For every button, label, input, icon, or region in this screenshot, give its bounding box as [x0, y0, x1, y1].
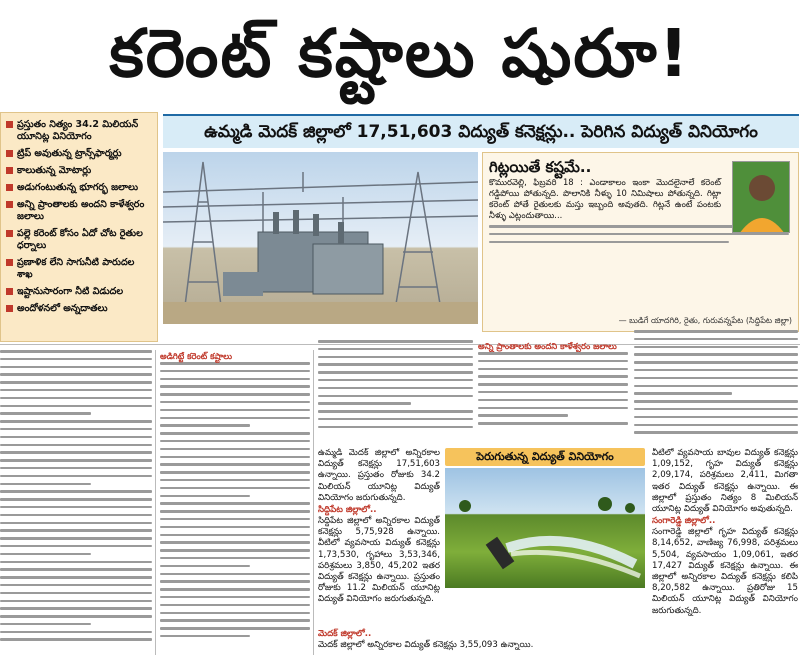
- bullet-icon: [6, 201, 13, 208]
- text-line: [0, 412, 91, 415]
- text-line: [318, 395, 473, 398]
- text-line: [160, 541, 310, 544]
- text-line: [0, 529, 152, 532]
- text-line: [478, 352, 628, 355]
- text-line: [0, 436, 152, 439]
- text-line: [634, 353, 798, 356]
- text-line: [160, 432, 310, 435]
- sidebar-point: [5, 228, 153, 252]
- quote-title: గిట్లయితే కష్టమే..: [489, 158, 592, 176]
- text-line: [0, 615, 152, 618]
- text-line: [160, 378, 310, 381]
- text-line: [0, 381, 152, 384]
- text-line: [160, 534, 310, 537]
- sidebar-point-text: అందోళనలో అన్నదాతలు: [17, 303, 108, 314]
- sidebar-point: [5, 303, 153, 315]
- text-line: [0, 389, 152, 392]
- bullet-icon: [6, 150, 13, 157]
- text-line: [160, 456, 310, 459]
- text-line: [160, 612, 310, 615]
- stats-sangareddy: సంగారెడ్డి జిల్లాలో గృహ విద్యుత్ కనెక్షన్లు 8,14,652, వాణిజ్య 76,998, పరిశ్రమలు 5,504, వ్యవసాయం 1,09,061, ఇతర 17,427 విద్యుత్ కనెక్షన్లు ఉన్నాయి. ఈ జిల్లాలో అన్నిరకాల విద్యుత్ కనెక్షన్లు కలిపి 8,20,582 ఉన్నాయి. ప్రతిరోజు 15 మిలియన్ యూనిట్ల విద్యుత్ వినియోగం జరుగుతున్నది.: [652, 527, 798, 616]
- text-line: [0, 545, 152, 548]
- sidebar-point: [5, 119, 153, 143]
- farmer-portrait: [732, 161, 790, 233]
- text-line: [160, 565, 250, 568]
- text-line: [160, 463, 310, 466]
- text-line: [160, 495, 250, 498]
- text-line: [478, 383, 628, 386]
- text-line: [318, 418, 473, 421]
- subhead-banner: ఉమ్మడి మెదక్ జిల్లాలో 17,51,603 విద్యుత్ కనెక్షన్లు.. పెరిగిన విద్యుత్ వినియోగం: [163, 114, 799, 148]
- text-line: [634, 408, 798, 411]
- text-line: [634, 431, 798, 434]
- medak-heading: మెదక్ జిల్లాలో..: [318, 629, 372, 639]
- text-line: [318, 379, 473, 382]
- text-line: [160, 479, 310, 482]
- text-line: [0, 592, 152, 595]
- text-line: [160, 424, 250, 427]
- text-line: [318, 363, 473, 366]
- text-line: [318, 426, 473, 429]
- text-line: [0, 506, 152, 509]
- stats-combined-medak: ఉమ్మడి మెదక్ జిల్లాలో అన్నిరకాల విద్యుత్ కనెక్షన్లు 17,51,603 ఉన్నాయి. ప్రస్తుతం రోజుకు 34.2 మిలియన్ యూనిట్ల విద్యుత్ వినియోగం జరుగుతున్నది.: [318, 448, 440, 503]
- text-line: [478, 407, 628, 410]
- text-line: [478, 399, 628, 402]
- body-column-3: [318, 340, 473, 440]
- text-line: [478, 414, 568, 417]
- body-column-5: [634, 330, 798, 442]
- text-line: [0, 350, 152, 353]
- text-line: [0, 475, 152, 478]
- text-line: [160, 557, 310, 560]
- text-line: [634, 330, 798, 333]
- text-line: [318, 410, 473, 413]
- graphic-banner: పెరుగుతున్న విద్యుత్ వినియోగం: [445, 448, 645, 466]
- bullet-icon: [6, 167, 13, 174]
- text-line: [160, 588, 310, 591]
- text-line: [0, 576, 152, 579]
- text-line: [634, 392, 732, 395]
- sidebar-point-text: అడుగంటుతున్న భూగర్భ జలాలు: [17, 182, 138, 193]
- text-line: [634, 346, 798, 349]
- body-column-2: [160, 350, 310, 655]
- text-line: [160, 549, 310, 552]
- text-line: [160, 471, 310, 474]
- text-line: [160, 604, 310, 607]
- text-line: [0, 459, 152, 462]
- stats-medak: మెదక్ జిల్లాలో అన్నిరకాల విద్యుత్ కనెక్షన్లు 3,55,093 ఉన్నాయి.: [318, 640, 534, 650]
- text-line: [160, 417, 310, 420]
- bullet-icon: [6, 305, 13, 312]
- sangareddy-heading: సంగారెడ్డి జిల్లాలో..: [652, 516, 716, 527]
- text-line: [0, 537, 152, 540]
- text-line: [160, 401, 310, 404]
- text-line: [160, 518, 310, 521]
- col4-subheading: అన్ని ప్రాంతాలకు అందని కాళేశ్వరం జలాలు: [478, 341, 617, 351]
- stats-siddipet: సిద్దిపేట జిల్లాలో అన్నిరకాల విద్యుత్ కనెక్షన్లు 5,75,928 ఉన్నాయి. వీటిలో వ్యవసాయ విద్యుత్ కనెక్షన్లు 1,73,530, గృహాలు 3,53,346, పరిశ్రమలు 3,850, 45,202 ఇతర విద్యుత్ కనెక్షన్లు ఉన్నాయి. ప్రస్తుతం రోజుకు 11.2 మిలియన్ యూనిట్ల విద్యుత్ వినియోగం జరుగుతున్నది.: [318, 516, 440, 605]
- body-column-4: [478, 340, 628, 440]
- sidebar-point: [5, 257, 153, 281]
- sidebar-point-text: ప్రస్తుతం నిత్యం 34.2 మిలియన్ యూనిట్ల వినియోగం: [17, 119, 139, 142]
- substation-photo: [163, 152, 478, 324]
- field-irrigation-photo: [445, 468, 645, 588]
- text-line: [160, 362, 310, 365]
- text-line: [634, 361, 798, 364]
- text-line: [478, 360, 628, 363]
- text-line: [634, 377, 798, 380]
- text-line: [634, 424, 798, 427]
- text-line: [478, 422, 628, 425]
- text-line: [160, 619, 310, 622]
- text-line: [634, 400, 798, 403]
- sidebar-point-text: కాలుతున్న మోటార్లు: [17, 165, 92, 176]
- sidebar-point: [5, 165, 153, 177]
- text-line: [478, 375, 628, 378]
- bullet-icon: [6, 259, 13, 266]
- text-line: [160, 596, 310, 599]
- text-line: [0, 631, 152, 634]
- text-line: [0, 405, 152, 408]
- text-line: [318, 402, 411, 405]
- text-line: [0, 522, 152, 525]
- text-line: [160, 370, 310, 373]
- text-line: [634, 416, 798, 419]
- text-line: [0, 451, 152, 454]
- text-line: [318, 340, 473, 343]
- text-line: [0, 553, 91, 556]
- text-line: [160, 526, 310, 529]
- stats-column-right: [652, 448, 798, 655]
- sidebar-key-points: [0, 112, 158, 342]
- bullet-icon: [6, 230, 13, 237]
- bullet-icon: [6, 288, 13, 295]
- text-line: [160, 393, 310, 396]
- stats-medak-row: [318, 628, 648, 656]
- text-line: [0, 420, 152, 423]
- text-line: [160, 487, 310, 490]
- text-line: [160, 409, 310, 412]
- body-column-1: [0, 350, 152, 655]
- farmer-quote-box: [482, 152, 799, 332]
- text-line: [160, 448, 310, 451]
- text-line: [0, 600, 152, 603]
- text-line: [160, 580, 310, 583]
- text-line: [0, 373, 152, 376]
- text-line: [0, 498, 152, 501]
- text-line: [634, 369, 798, 372]
- stats-column-left: [318, 448, 440, 655]
- sidebar-point: [5, 148, 153, 160]
- text-line: [160, 510, 310, 513]
- text-line: [0, 483, 91, 486]
- sidebar-point-text: ఇష్టానుసారంగా నీటి విడుదల: [17, 286, 124, 297]
- text-line: [160, 573, 310, 576]
- text-line: [160, 502, 310, 505]
- text-line: [478, 391, 628, 394]
- col2-subheading: అడిగిట్టే కరెంట్ కష్టాలు: [160, 351, 232, 361]
- siddipet-heading: సిద్దిపేట జిల్లాలో..: [318, 505, 377, 516]
- text-line: [0, 358, 152, 361]
- text-line: [634, 385, 798, 388]
- text-line: [160, 385, 310, 388]
- quote-text: కొమురవెల్లి, ఫిబ్రవరి 18 : ఎండాకాలం ఇంకా మొదలైనాలే కరెంట్ గడ్డిపోయి పోతున్నది. పొలానికి నీళ్ళు 10 నిమిషాలు పోతున్నది. గిట్లా కరెంట్ పోతే రైతులకు మస్తు ఇబ్బంది అవుతది. గిట్లనే ఉంటే పంటకు నీళ్ళు ఎట్లందుతాయి...: [489, 177, 721, 220]
- text-line: [634, 338, 798, 341]
- text-line: [0, 490, 152, 493]
- quote-byline: — బుడిగే యాదగిరి, రైతు, గురువన్నపేట (సిద్దిపేట జిల్లా): [618, 316, 792, 325]
- stats-medak-detail: వీటిలో వ్యవసాయ బావుల విద్యుత్ కనెక్షన్లు 1,09,152, గృహ విద్యుత్ కనెక్షన్లు 2,09,174, పరిశ్రమలు 2,411, మిగతా ఇతర విద్యుత్ కనెక్షన్లు ఉన్నాయి. ఈ జిల్లాలో ప్రస్తుతం నిత్యం 8 మిలియన్ యూనిట్ల విద్యుత్ వినియోగం అవుతున్నది.: [652, 448, 798, 515]
- text-line: [0, 568, 152, 571]
- bullet-icon: [6, 121, 13, 128]
- text-line: [0, 428, 152, 431]
- text-line: [0, 366, 152, 369]
- text-line: [0, 467, 152, 470]
- sidebar-point-text: పల్లె కరెంట్ కోసం ఏదో చోట రైతుల ధర్నాలు: [17, 228, 143, 251]
- text-line: [0, 514, 152, 517]
- text-line: [318, 348, 473, 351]
- text-line: [318, 387, 473, 390]
- text-line: [318, 371, 473, 374]
- text-line: [0, 444, 152, 447]
- page-headline: కరెంట్ కష్టాలు షురూ!: [109, 15, 691, 92]
- sidebar-point-text: ట్రిప్ అవుతున్న ట్రాన్స్‌ఫార్మర్లు: [17, 148, 122, 159]
- text-line: [160, 440, 310, 443]
- sidebar-point: [5, 286, 153, 298]
- text-line: [160, 635, 250, 638]
- sidebar-point: [5, 182, 153, 194]
- text-line: [0, 397, 152, 400]
- text-line: [0, 638, 152, 641]
- bullet-icon: [6, 184, 13, 191]
- sidebar-point-text: ప్రణాళిక లేని సాగునీటి పారుదల శాఖ: [17, 257, 135, 280]
- text-line: [478, 368, 628, 371]
- text-line: [0, 623, 91, 626]
- text-line: [0, 561, 152, 564]
- sidebar-point: [5, 199, 153, 223]
- text-line: [318, 356, 473, 359]
- sidebar-point-text: అన్ని ప్రాంతాలకు అందని కాళేశ్వరం జలాలు: [17, 199, 145, 222]
- text-line: [0, 607, 152, 610]
- text-line: [0, 584, 152, 587]
- text-line: [160, 627, 310, 630]
